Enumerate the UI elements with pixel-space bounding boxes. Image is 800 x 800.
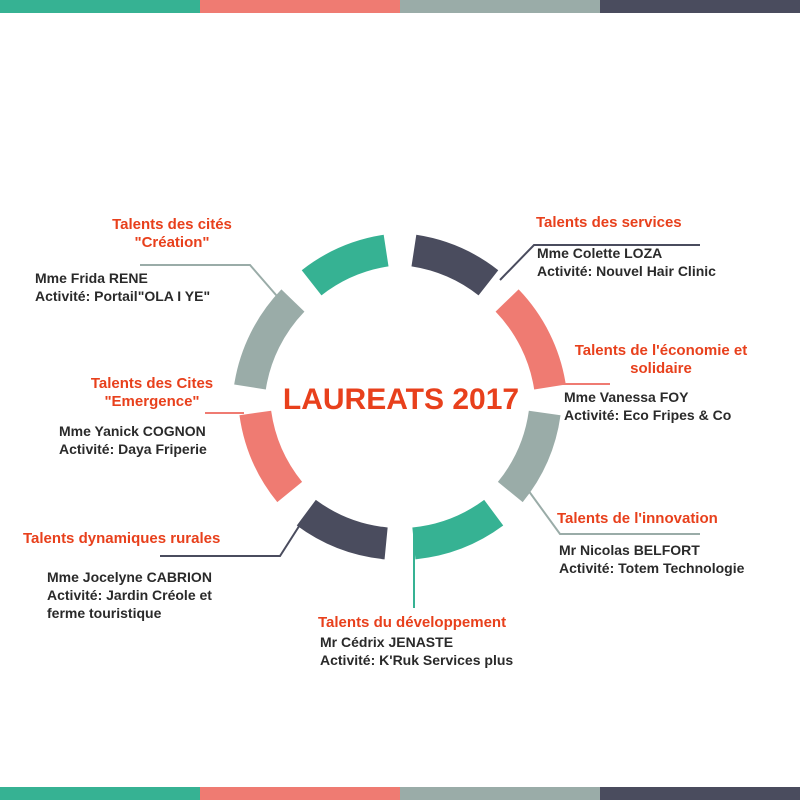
ring-arc-coral-right: [507, 301, 550, 388]
category-line: solidaire: [630, 360, 692, 377]
stripe-segment-dark: [600, 787, 800, 800]
ring-arc-dark-bottom: [306, 513, 386, 544]
category-line: "Création": [134, 234, 210, 251]
category-services: Talents des services: [536, 214, 682, 231]
laureate-activity: Activité: Totem Technologie: [559, 560, 745, 576]
category-line: Talents de l'économie et: [574, 342, 748, 359]
stripe-segment-gray: [400, 787, 600, 800]
laureate-name: Mr Cédrix JENASTE: [320, 634, 454, 650]
laureate-developpement: [320, 633, 513, 669]
laureate-activity-cont: ferme touristique: [47, 605, 162, 621]
laureate-economie: [564, 388, 731, 424]
ring-arc-teal-top: [312, 251, 387, 283]
laureate-services: [537, 244, 716, 280]
laureate-name: Mme Vanessa FOY: [564, 389, 689, 405]
category-line: "Emergence": [104, 393, 200, 410]
laureate-name: Mme Yanick COGNON: [59, 423, 206, 439]
laureate-creation: [35, 269, 210, 305]
laureate-activity: Activité: Eco Fripes & Co: [564, 407, 732, 423]
category-creation: [92, 216, 252, 252]
category-line: Talents des cités: [112, 216, 232, 233]
laureate-activity: Activité: Daya Friperie: [59, 441, 207, 457]
category-rurales: Talents dynamiques rurales: [23, 530, 221, 547]
laureate-activity: Activité: Portail"OLA I YE": [35, 288, 211, 304]
category-developpement: Talents du développement: [318, 614, 507, 631]
laureate-name: Mme Frida RENE: [35, 270, 148, 286]
laureate-name: Mr Nicolas BELFORT: [559, 542, 700, 558]
ring-arc-coral-left: [255, 413, 289, 492]
laureate-activity: Activité: K'Ruk Services plus: [320, 652, 514, 668]
ring-arc-dark-top: [414, 251, 489, 283]
laureate-activity: Activité: Nouvel Hair Clinic: [537, 263, 716, 279]
laureate-name: Mme Colette LOZA: [537, 245, 663, 261]
category-innovation: Talents de l'innovation: [557, 510, 718, 527]
laureate-activity: Activité: Jardin Créole et: [47, 587, 212, 603]
laureate-name: Mme Jocelyne CABRION: [47, 569, 212, 585]
category-line: Talents des Cites: [90, 375, 214, 392]
category-economie: [548, 342, 774, 378]
category-emergence: [72, 375, 232, 411]
ring-arc-gray-left: [250, 301, 293, 388]
stripe-segment-teal: [0, 787, 200, 800]
ring-arc-gray-right: [510, 413, 544, 492]
laureate-innovation: [559, 541, 744, 577]
laureate-rurales: [47, 568, 212, 622]
stripe-segment-coral: [200, 787, 400, 800]
laureate-emergence: [59, 422, 207, 458]
ring-arc-teal-bottom: [414, 513, 494, 544]
center-title: LAUREATS 2017: [282, 383, 520, 416]
bottom-color-stripe: [0, 787, 800, 800]
